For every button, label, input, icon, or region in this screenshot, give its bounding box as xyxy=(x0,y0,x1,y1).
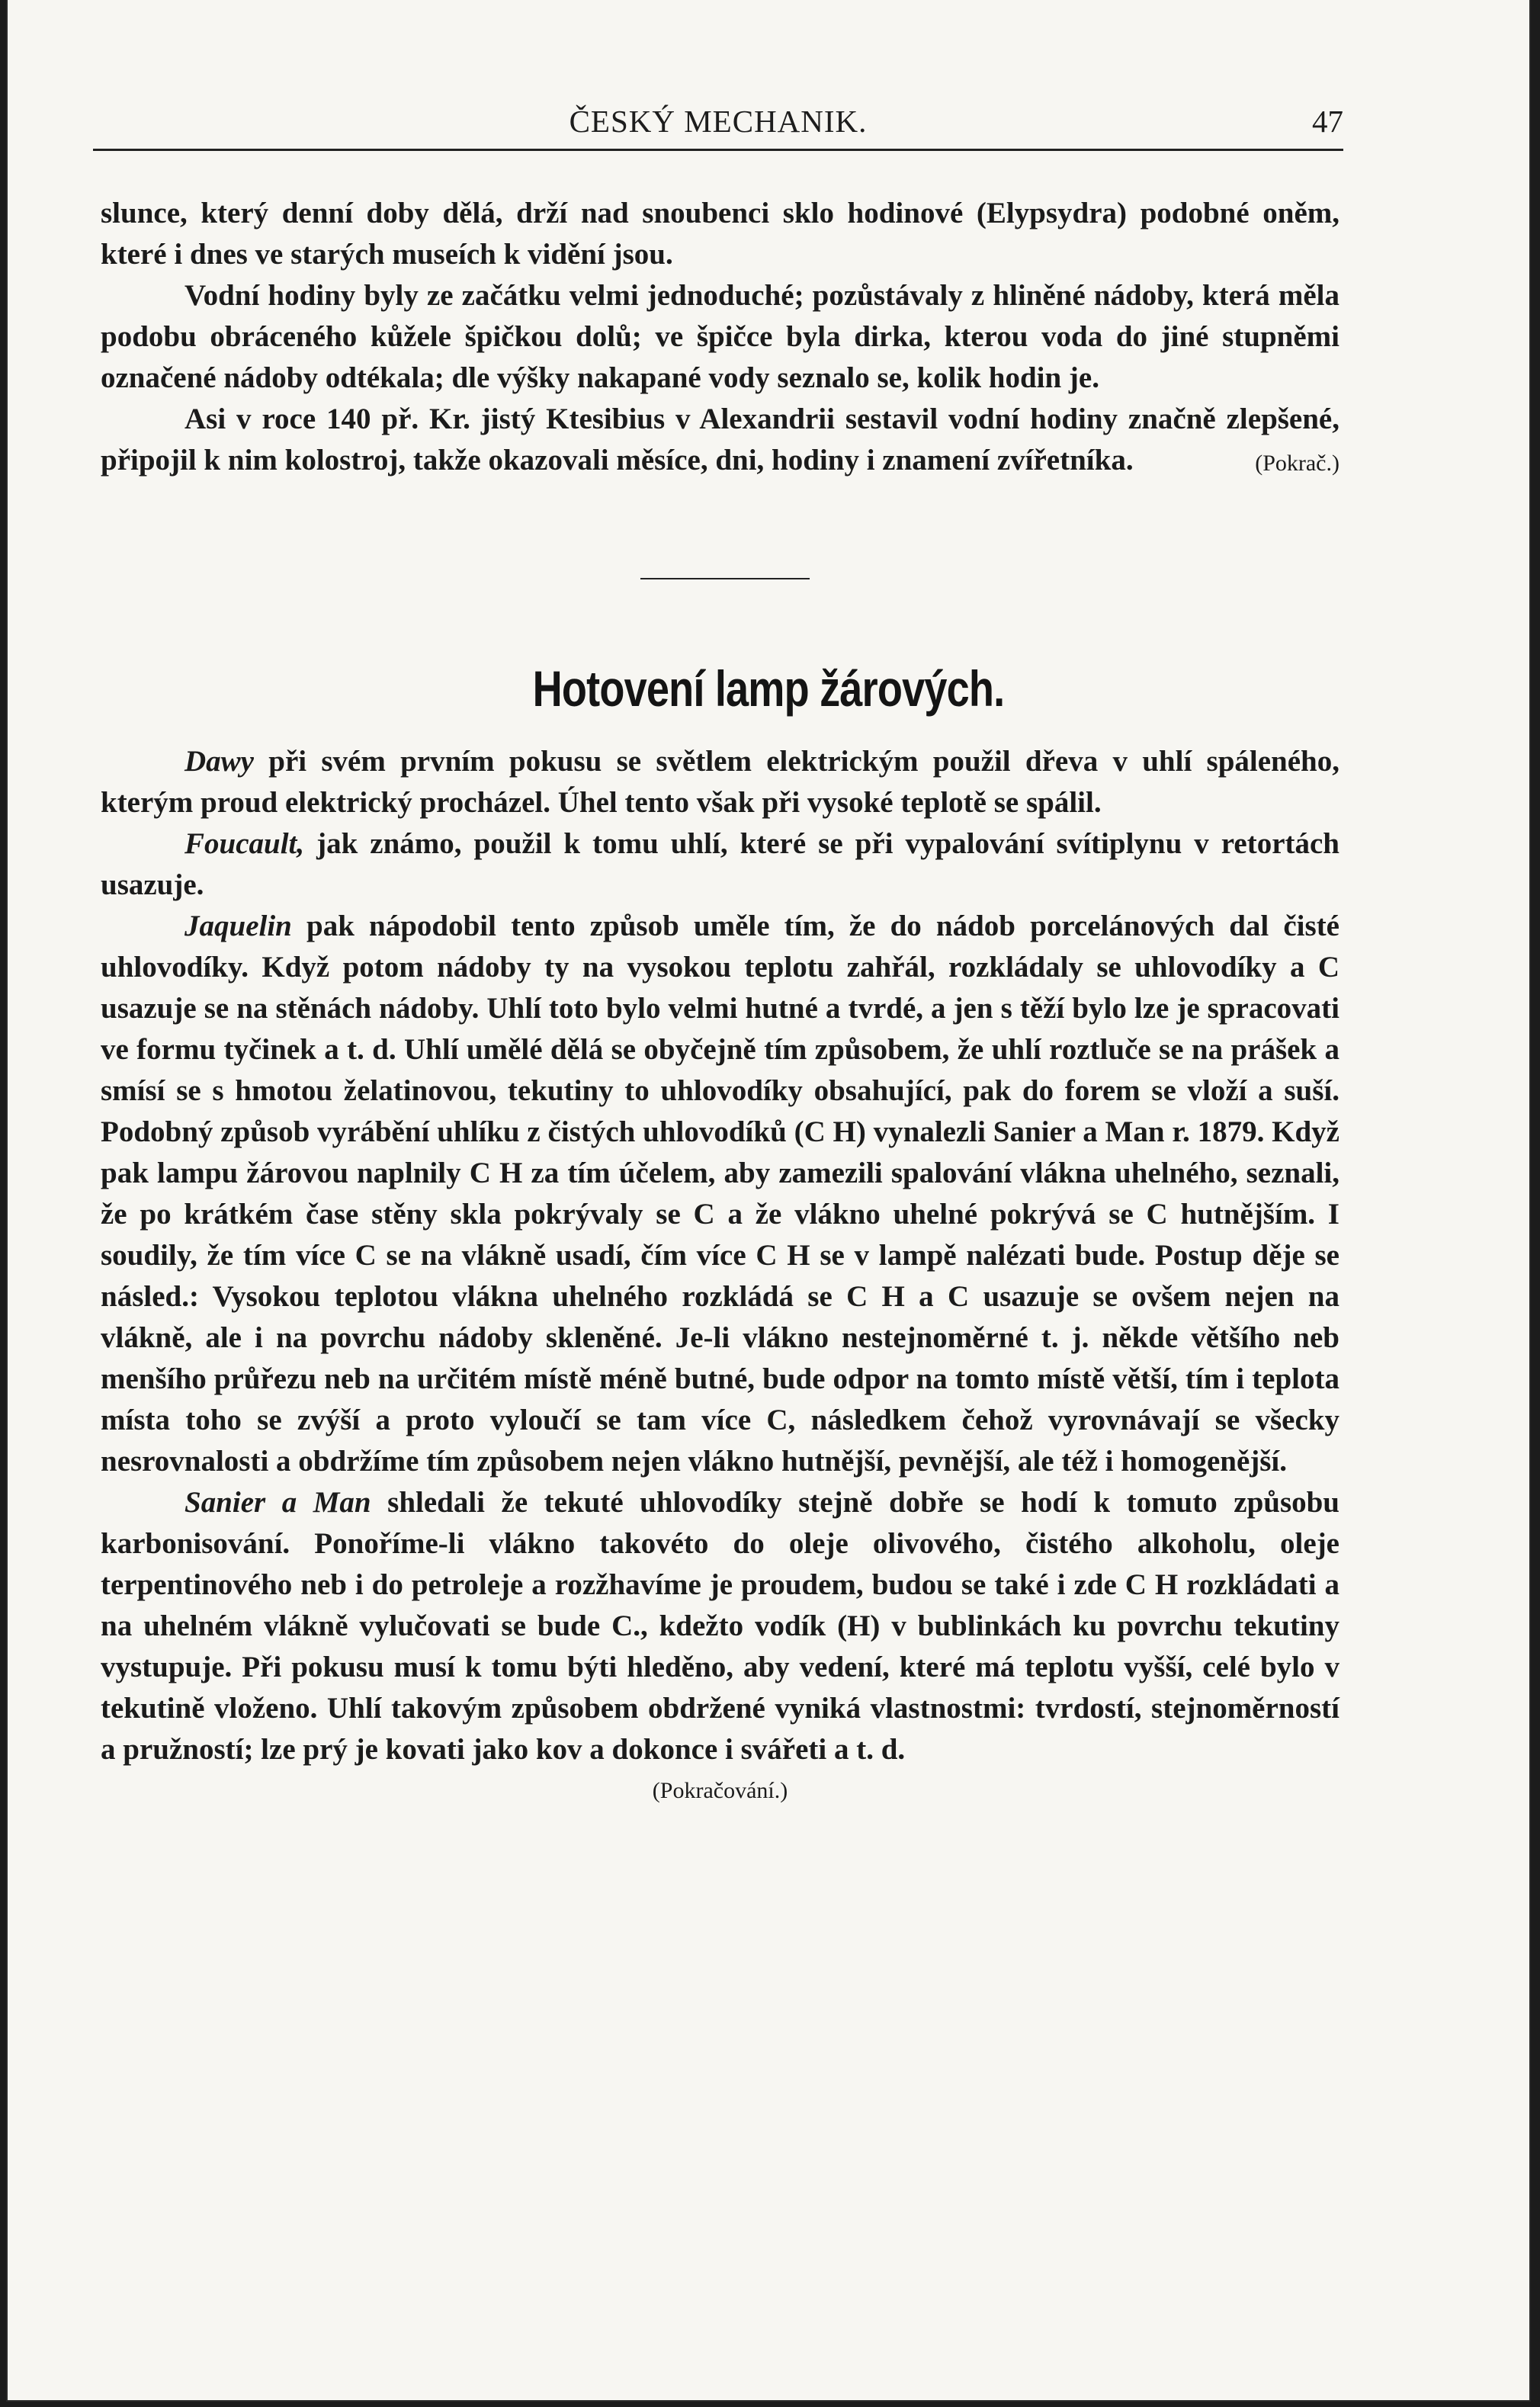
page-number: 47 xyxy=(1312,104,1343,139)
page-header xyxy=(93,103,1343,151)
person-name: Jaquelin xyxy=(184,910,292,942)
person-name: Dawy xyxy=(184,745,254,778)
paragraph: slunce, který denní doby dělá, drží nad snoubenci sklo hodinové (Elypsydra) podobné oněm, které i dnes ve starých museích k vidění jsou. xyxy=(101,197,1339,271)
document-page xyxy=(8,0,1529,2400)
paragraph xyxy=(101,823,1339,906)
article-body xyxy=(101,741,1339,1812)
paragraph-text: jak známo, použil k tomu uhlí, které se při vypalování svítiplynu v retortách usazuje. xyxy=(101,827,1339,901)
person-name: Foucault, xyxy=(184,827,305,860)
continuation-note: (Pokračování.) xyxy=(652,1778,788,1803)
running-title: ČESKÝ MECHANIK. xyxy=(569,104,868,139)
article-title: Hotovení lamp žárových. xyxy=(532,660,1005,717)
paragraph: Asi v roce 140 př. Kr. jistý Ktesibius v Alexandrii sestavil vodní hodiny značně zlepšené, připojil k nim kolostroj, takže okazovali měsíce, dni, hodiny i znamení zvířetníka. xyxy=(101,403,1339,477)
person-name: Sanier a Man xyxy=(184,1486,371,1519)
paragraph-text: pak nápodobil tento způsob uměle tím, že do nádob porcelánových dal čisté uhlovodíky. Když potom nádoby ty na vysokou teplotu zahřál, rozkládaly se uhlovodíky a C usazuje se na stěnách nádoby. Uhlí toto bylo velmi hutné a tvrdé, a jen s těží bylo lze je spracovati ve formu tyčinek a t. d. Uhlí umělé dělá se obyčejně tím způsobem, že uhlí roztluče se na prášek a smísí se s hmotou želatinovou, tekutiny to uhlovodíky obsahující, pak do forem se vloží a suší. Podobný způsob vyrábění uhlíku z čistých uhlovodíků (C H) vynalezli Sanier a Man r. 1879. Když pak lampu žárovou naplnily C H za tím účelem, aby zamezili spalování vlákna uhelného, seznali, že po krátkém čase stěny skla pokrývaly se C a že vlákno uhelné pokrývá se C hutnějším. I soudily, že tím více C se na vlákně usadí, čím více C H se v lampě nalézati bude. Postup děje se násled.: Vysokou teplotou vlákna uhelného rozkládá se C H a C usazuje se ovšem nejen na vlákně, ale i na povrchu nádoby skleněné. Je-li vlákno nestejnoměrné t. j. někde většího neb menšího průřezu neb na určitém místě méně butné, bude odpor na tomto místě větší, tím i teplota místa toho se zvýší a proto vyloučí se tam více C, následkem čehož vyrovnávají se všecky nesrovnalosti a obdržíme tím způsobem nejen vlákno hutnější, pevnější, ale též i homogenější. xyxy=(101,910,1339,1478)
paragraph-text: shledali že tekuté uhlovodíky stejně dobře se hodí k tomuto způsobu karbonisování. Ponoříme-li vlákno takovéto do oleje olivového, čistého alkoholu, oleje terpentinového neb i do petroleje a rozžhavíme je proudem, budou se také i zde C H rozkládati a na uhelném vlákně vylučovati se bude C., kdežto vodík (H) v bublinkách ku povrchu tekutiny vystupuje. Při pokusu musí k tomu býti hleděno, aby vedení, které má teplotu vyšší, celé bylo v tekutině vloženo. Uhlí takovým způsobem obdržené vyniká vlastnostmi: tvrdostí, stejnoměrností a pružností; lze prý je kovati jako kov a dokonce i svářeti a t. d. xyxy=(101,1486,1340,1766)
paragraph-text: při svém prvním pokusu se světlem elektrickým použil dřeva v uhlí spáleného, kterým proud elektrický procházel. Úhel tento však při vysoké teplotě se spálil. xyxy=(101,745,1339,819)
paragraph xyxy=(101,906,1339,1482)
top-section xyxy=(101,193,1339,484)
paragraph xyxy=(101,1482,1339,1770)
section-divider xyxy=(640,578,810,579)
paragraph xyxy=(101,741,1339,823)
paragraph: Vodní hodiny byly ze začátku velmi jednoduché; pozůstávaly z hliněné nádoby, která měla podobu obráceného kůžele špičkou dolů; ve špičce byla dirka, kterou voda do jiné stupněmi označené nádoby odtékala; dle výšky nakapané vody seznalo se, kolik hodin je. xyxy=(101,279,1339,394)
continuation-note: (Pokrač.) xyxy=(1255,451,1339,476)
